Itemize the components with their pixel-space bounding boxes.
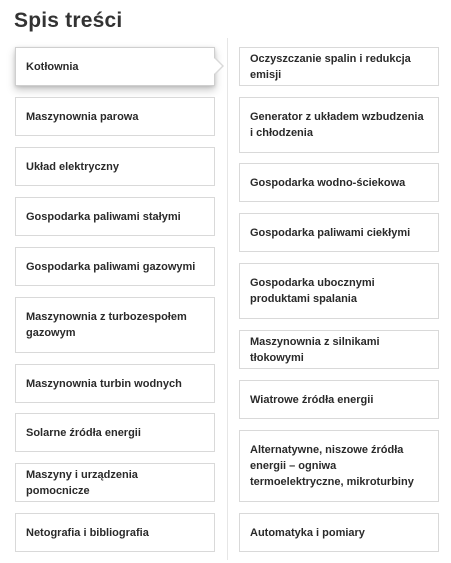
toc-item-paliwa-gazowe[interactable] bbox=[15, 247, 215, 286]
column-divider bbox=[227, 38, 228, 560]
toc-item-oczyszczanie-spalin[interactable] bbox=[239, 47, 439, 86]
toc-item-label: Gospodarka ubocznymi produktami spalania bbox=[250, 277, 375, 305]
toc-item-label: Maszynownia parowa bbox=[26, 110, 139, 123]
toc-item-label: Wiatrowe źródła energii bbox=[250, 393, 374, 406]
toc-item-silniki-tlokowe[interactable] bbox=[239, 330, 439, 369]
toc-item-netografia[interactable] bbox=[15, 513, 215, 552]
toc-item-label: Maszynownia turbin wodnych bbox=[26, 377, 182, 390]
toc-item-maszyny-pomocnicze[interactable] bbox=[15, 463, 215, 502]
toc-item-label: Maszynownia z turbozespołem gazowym bbox=[26, 311, 187, 339]
toc-item-solarne[interactable] bbox=[15, 413, 215, 452]
toc-item-turbozespol-gazowy[interactable] bbox=[15, 297, 215, 353]
toc-item-paliwa-ciekle[interactable] bbox=[239, 213, 439, 252]
toc-item-paliwa-stale[interactable] bbox=[15, 197, 215, 236]
toc-item-label: Maszynownia z silnikami tłokowymi bbox=[250, 335, 380, 364]
toc-item-label: Kotłownia bbox=[26, 60, 79, 73]
toc-item-label: Gospodarka paliwami gazowymi bbox=[26, 260, 196, 273]
toc-item-label: Gospodarka paliwami stałymi bbox=[26, 210, 181, 223]
toc-item-alternatywne[interactable] bbox=[239, 430, 439, 502]
toc-item-label: Maszyny i urządzenia pomocnicze bbox=[26, 468, 138, 497]
toc-item-label: Oczyszczanie spalin i redukcja emisji bbox=[250, 52, 411, 81]
toc-item-label: Gospodarka paliwami ciekłymi bbox=[250, 226, 411, 239]
toc-item-maszynownia-parowa[interactable] bbox=[15, 97, 215, 136]
toc-item-wiatrowe[interactable] bbox=[239, 380, 439, 419]
toc-item-generator[interactable] bbox=[239, 97, 439, 153]
toc-item-label: Generator z układem wzbudzenia i chłodzenia bbox=[250, 111, 424, 139]
toc-item-uboczne-produkty[interactable] bbox=[239, 263, 439, 319]
toc-item-wodno-sciekowa[interactable] bbox=[239, 163, 439, 202]
toc-item-label: Alternatywne, niszowe źródła energii – ogniwa termoelektryczne, mikroturbiny bbox=[250, 444, 414, 488]
active-item-pointer bbox=[215, 57, 224, 75]
toc-item-label: Układ elektryczny bbox=[26, 160, 119, 173]
toc-item-label: Solarne źródła energii bbox=[26, 426, 141, 439]
toc-item-label: Netografia i bibliografia bbox=[26, 526, 149, 539]
toc-item-turbiny-wodne[interactable] bbox=[15, 364, 215, 403]
toc-item-kotlownia[interactable] bbox=[15, 47, 215, 86]
page-title: Spis treści bbox=[14, 9, 123, 32]
toc-item-label: Gospodarka wodno-ściekowa bbox=[250, 176, 406, 189]
toc-item-automatyka[interactable] bbox=[239, 513, 439, 552]
toc-item-label: Automatyka i pomiary bbox=[250, 526, 365, 539]
toc-item-uklad-elektryczny[interactable] bbox=[15, 147, 215, 186]
